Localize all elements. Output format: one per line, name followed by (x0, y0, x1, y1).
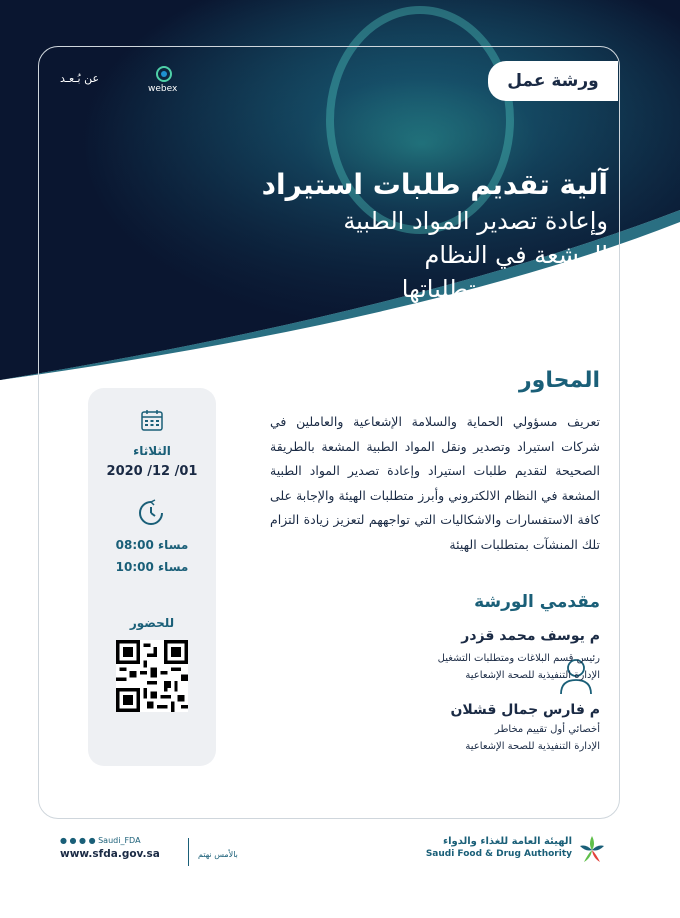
presenter-2-dept: الإدارة التنفيذية للصحة الإشعاعية (465, 741, 600, 752)
presenter-2-role: أخصائي أول تقييم مخاطر (494, 724, 600, 735)
schedule-panel (88, 388, 216, 766)
attend-label: للحضور (129, 616, 175, 630)
presenter-1-role: رئيس قسم البلاغات ومتطلبات التشغيل (437, 653, 600, 664)
start-time: 08:00 مساء (115, 538, 189, 552)
footer-contact (60, 836, 160, 860)
org-name-en: Saudi Food & Drug Authority (425, 849, 572, 859)
clock-icon (136, 498, 166, 528)
title-line-2: وإعادة تصدير المواد الطبية (343, 207, 608, 235)
end-time: 10:00 مساء (115, 560, 189, 574)
event-day: الثلاثاء (133, 444, 171, 458)
qr-code-icon[interactable] (116, 640, 188, 712)
title-line-4: الالكتروني ومتطلباتها (401, 275, 608, 303)
workshop-title (88, 166, 608, 306)
presenter-1-name: م يوسف محمد قزدر (461, 628, 600, 644)
title-line-3: المشعة في النظام (424, 241, 608, 269)
footer-slogan: بالأمس نهتم (198, 850, 238, 859)
webex-icon (156, 66, 172, 82)
workshop-badge: ورشة عمل (488, 61, 618, 101)
footer-divider (188, 838, 189, 866)
webex-label: webex (148, 84, 178, 94)
presenter-1-dept: الإدارة التنفيذية للصحة الإشعاعية (465, 670, 600, 681)
axes-title: المحاور (518, 368, 600, 393)
calendar-icon (140, 408, 164, 432)
social-handle-text: Saudi_FDA (98, 836, 141, 845)
event-date: 2020 /12 /01 (106, 464, 198, 479)
presenter-2-name: م فارس جمال قشلان (450, 702, 600, 718)
sfda-logo-text (426, 836, 572, 859)
axes-body: تعريف مسؤولي الحماية والسلامة الإشعاعية والعاملين في شركات استيراد وتصدير ونقل المواد الطبية المشعة بالطريقة الصحيحة لتقديم طلبات استيراد وإعادة تصدير المواد الطبية المشعة في النظام الالكتروني وأبرز متطلبات الهيئة والإجابة على كافة الاستفسارات والاشكاليات التي تواجههم لتعزيز زيادة التزام تلك المنشآت بمتطلبات الهيئة (270, 414, 600, 552)
remote-label: عن بُـعـد (60, 72, 100, 85)
remote-logo (60, 64, 182, 104)
title-line-1: آلية تقديم طلبات استيراد (261, 168, 608, 201)
social-handle[interactable]: ● ● ● ● Saudi_FDA (60, 836, 141, 845)
presenters-title: مقدمي الورشة (474, 592, 600, 612)
org-name-ar: الهيئة العامة للغذاء والدواء (442, 836, 572, 847)
sfda-logo-icon (574, 832, 610, 868)
website-link[interactable]: www.sfda.gov.sa (60, 848, 160, 860)
